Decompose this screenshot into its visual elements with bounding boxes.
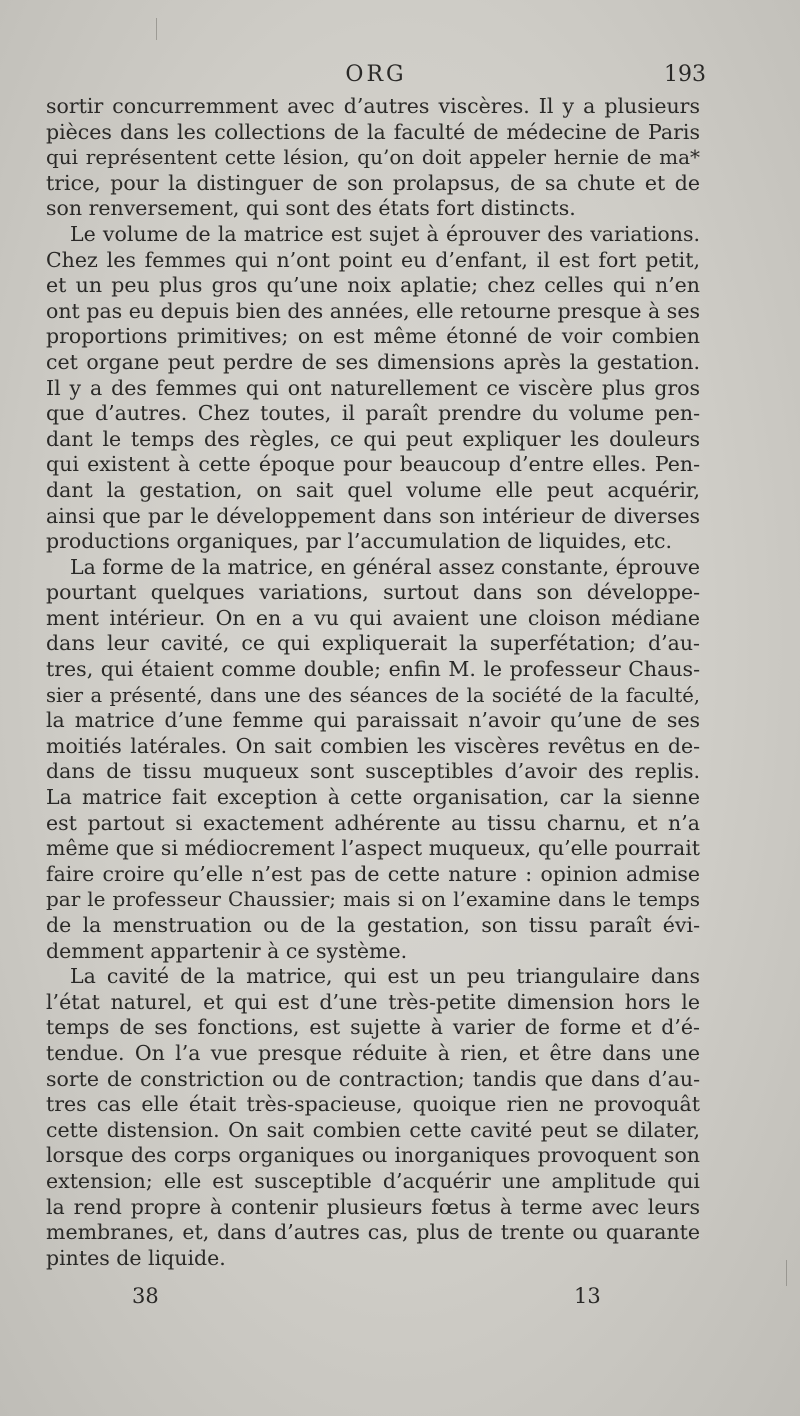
- text-line: La matrice fait exception à cette organisation, car la sienne: [46, 785, 700, 810]
- text-line: lorsque des corps organiques ou inorganiques provoquent son: [46, 1143, 700, 1168]
- text-line: sortir concurremment avec d’autres viscères. Il y a plusieurs: [46, 94, 700, 118]
- sheet-number: 13: [574, 1284, 601, 1308]
- text-line: demment appartenir à ce système.: [46, 938, 408, 963]
- text-line: sier a présenté, dans une des séances de la société de la faculté,: [46, 683, 700, 707]
- text-line: dans leur cavité, ce qui expliquerait la superfétation; d’au-: [46, 631, 700, 656]
- text-line: sorte de constriction ou de contraction; tandis que dans d’au-: [46, 1066, 700, 1091]
- text-line: son renversement, qui sont des états fort distincts.: [46, 196, 576, 221]
- signature-mark: 38: [132, 1284, 159, 1308]
- text-line: est partout si exactement adhérente au tissu charnu, et n’a: [46, 810, 700, 835]
- paragraph: [46, 94, 700, 222]
- text-line: faire croire qu’elle n’est pas de cette nature : opinion admise: [46, 861, 700, 886]
- text-line: tres, qui étaient comme double; enfin M. le professeur Chaus-: [46, 657, 700, 682]
- text-line: pièces dans les collections de la faculté de médecine de Paris: [46, 119, 700, 144]
- text-line: par le professeur Chaussier; mais si on l’examine dans le temps: [46, 887, 700, 912]
- text-line: l’état naturel, et qui est d’une très-petite dimension hors le: [46, 989, 700, 1014]
- running-head: ORG: [345, 62, 407, 87]
- text-line: membranes, et, dans d’autres cas, plus de trente ou quarante: [46, 1220, 700, 1245]
- text-line: La cavité de la matrice, qui est un peu triangulaire dans: [70, 964, 700, 989]
- text-line: productions organiques, par l’accumulation de liquides, etc.: [46, 529, 673, 554]
- page-footer: [46, 1284, 700, 1312]
- text-line: de la menstruation ou de la gestation, son tissu paraît évi-: [46, 913, 700, 937]
- text-line: proportions primitives; on est même étonné de voir combien: [46, 324, 700, 349]
- text-line: La forme de la matrice, en général assez constante, éprouve: [70, 554, 700, 579]
- text-line: la rend propre à contenir plusieurs fœtus à terme avec leurs: [46, 1194, 700, 1219]
- paragraph: [46, 964, 700, 1271]
- text-line: qui existent à cette époque pour beaucoup d’entre elles. Pen-: [46, 452, 700, 477]
- text-line: trice, pour la distinguer de son prolapsus, de sa chute et de: [46, 170, 700, 195]
- text-line: ainsi que par le développement dans son intérieur de diverses: [46, 503, 700, 528]
- paragraph: [46, 222, 700, 555]
- text-line: temps de ses fonctions, est sujette à varier de forme et d’é-: [46, 1015, 700, 1040]
- text-line: tres cas elle était très-spacieuse, quoique rien ne provoquât: [46, 1092, 700, 1117]
- text-line: pourtant quelques variations, surtout dans son développe-: [46, 580, 700, 605]
- text-line: ment intérieur. On en a vu qui avaient une cloison médiane: [46, 605, 700, 630]
- text-line: dans de tissu muqueux sont susceptibles d’avoir des replis.: [46, 759, 700, 784]
- text-line: même que si médiocrement l’aspect muqueux, qu’elle pourrait: [46, 836, 700, 861]
- text-line: tendue. On l’a vue presque réduite à rien, et être dans une: [46, 1040, 700, 1065]
- paragraph: [46, 555, 700, 965]
- text-line: pintes de liquide.: [46, 1245, 226, 1270]
- text-line: cette distension. On sait combien cette cavité peut se dilater,: [46, 1117, 700, 1142]
- text-line: et un peu plus gros qu’une noix aplatie; chez celles qui n’en: [46, 273, 700, 298]
- text-line: moitiés latérales. On sait combien les viscères revêtus en de-: [46, 733, 700, 758]
- paper-mark: [786, 1260, 787, 1286]
- page-number: 193: [664, 62, 706, 87]
- text-line: qui représentent cette lésion, qu’on doit appeler hernie de ma*: [46, 145, 700, 170]
- text-line: que d’autres. Chez toutes, il paraît prendre du volume pen-: [46, 401, 700, 426]
- text-line: Le volume de la matrice est sujet à éprouver des variations.: [70, 221, 700, 246]
- text-line: Il y a des femmes qui ont naturellement ce viscère plus gros: [46, 375, 700, 400]
- text-line: Chez les femmes qui n’ont point eu d’enfant, il est fort petit,: [46, 247, 700, 272]
- text-line: dant la gestation, on sait quel volume elle peut acquérir,: [46, 477, 700, 502]
- text-line: cet organe peut perdre de ses dimensions après la gestation.: [46, 349, 700, 374]
- text-line: dant le temps des règles, ce qui peut expliquer les douleurs: [46, 426, 700, 451]
- text-line: extension; elle est susceptible d’acquérir une amplitude qui: [46, 1168, 700, 1193]
- paper-mark: [156, 18, 157, 40]
- text-line: ont pas eu depuis bien des années, elle retourne presque à ses: [46, 298, 700, 323]
- text-line: la matrice d’une femme qui paraissait n’avoir qu’une de ses: [46, 708, 700, 733]
- page-header: [46, 62, 706, 96]
- text-body: [46, 94, 700, 1271]
